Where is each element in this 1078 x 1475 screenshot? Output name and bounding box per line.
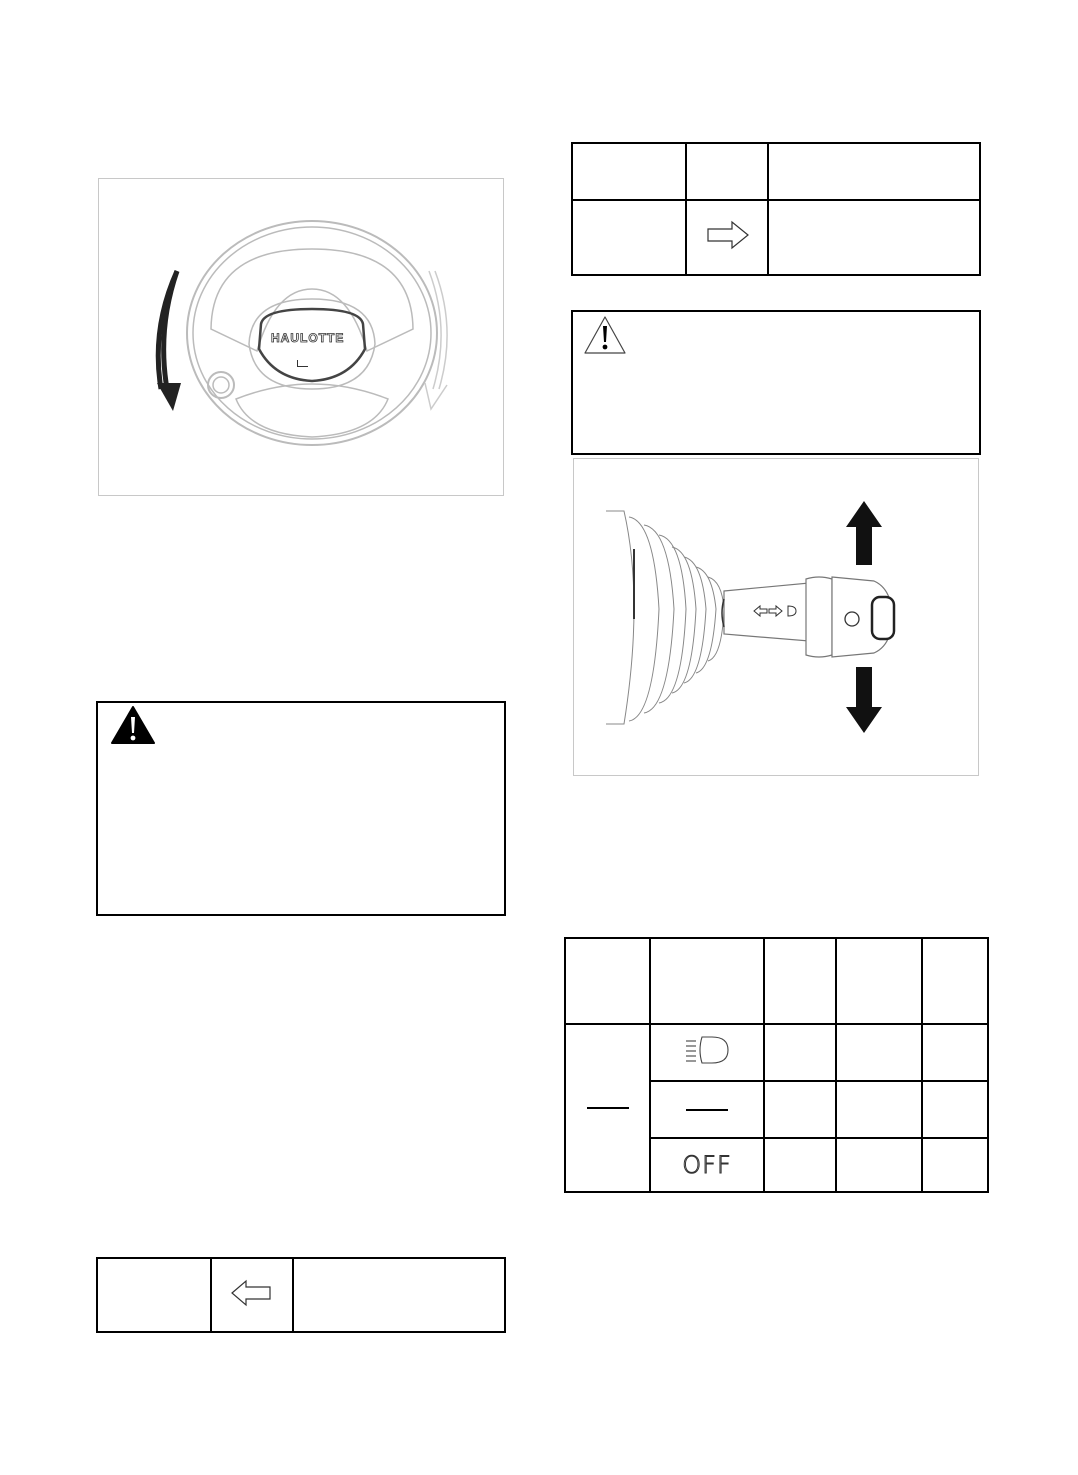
turn-left-icon-cell — [211, 1258, 293, 1332]
lighting-cell — [764, 1081, 836, 1138]
lighting-header-cell-1 — [565, 938, 650, 1024]
low-beam-line-icon — [587, 1107, 629, 1109]
lighting-row-off — [650, 1138, 764, 1192]
left-arrow-icon — [230, 1278, 274, 1308]
lighting-header-cell-4 — [836, 938, 922, 1024]
lighting-header-cell-2 — [650, 938, 764, 1024]
lighting-cell — [764, 1024, 836, 1081]
right-arrow-icon — [704, 219, 750, 251]
warning-triangle-icon — [110, 705, 156, 745]
warning-box-right — [571, 310, 981, 455]
lighting-row-low-beam — [650, 1081, 764, 1138]
arrow-down-icon — [846, 667, 882, 733]
lighting-cell — [836, 1081, 922, 1138]
lighting-cell — [922, 1024, 988, 1081]
lighting-header-cell-3 — [764, 938, 836, 1024]
turn-left-label-cell — [97, 1258, 211, 1332]
turn-right-description-cell — [768, 200, 980, 275]
stalk-switch-illustration — [574, 459, 978, 775]
lighting-cell — [764, 1138, 836, 1192]
stalk-switch-figure — [573, 458, 979, 776]
lighting-group-cell — [565, 1024, 650, 1192]
arrow-up-icon — [846, 501, 882, 565]
off-label: OFF — [682, 1151, 732, 1179]
warning-box-left — [96, 701, 506, 916]
lighting-header-cell-5 — [922, 938, 988, 1024]
lighting-row-high-beam — [650, 1024, 764, 1081]
lighting-cell — [836, 1024, 922, 1081]
turn-right-header-cell-1 — [572, 143, 686, 200]
lighting-cell — [836, 1138, 922, 1192]
low-beam-line-icon — [686, 1109, 728, 1111]
steering-wheel-logo: HAULOTTE — [271, 331, 345, 345]
lighting-cell — [922, 1138, 988, 1192]
rotate-left-arrow-icon — [157, 271, 181, 411]
turn-left-table — [96, 1257, 506, 1333]
turn-right-icon-cell — [686, 200, 768, 275]
turn-right-label-cell — [572, 200, 686, 275]
lighting-cell — [922, 1081, 988, 1138]
warning-triangle-icon — [582, 314, 628, 356]
horn-icon — [297, 360, 308, 367]
turn-right-table — [571, 142, 981, 276]
high-beam-icon — [682, 1034, 732, 1066]
lighting-table — [564, 937, 989, 1193]
turn-right-header-cell-2 — [686, 143, 768, 200]
turn-right-header-cell-3 — [768, 143, 980, 200]
turn-left-description-cell — [293, 1258, 505, 1332]
steering-wheel-figure — [98, 178, 504, 496]
